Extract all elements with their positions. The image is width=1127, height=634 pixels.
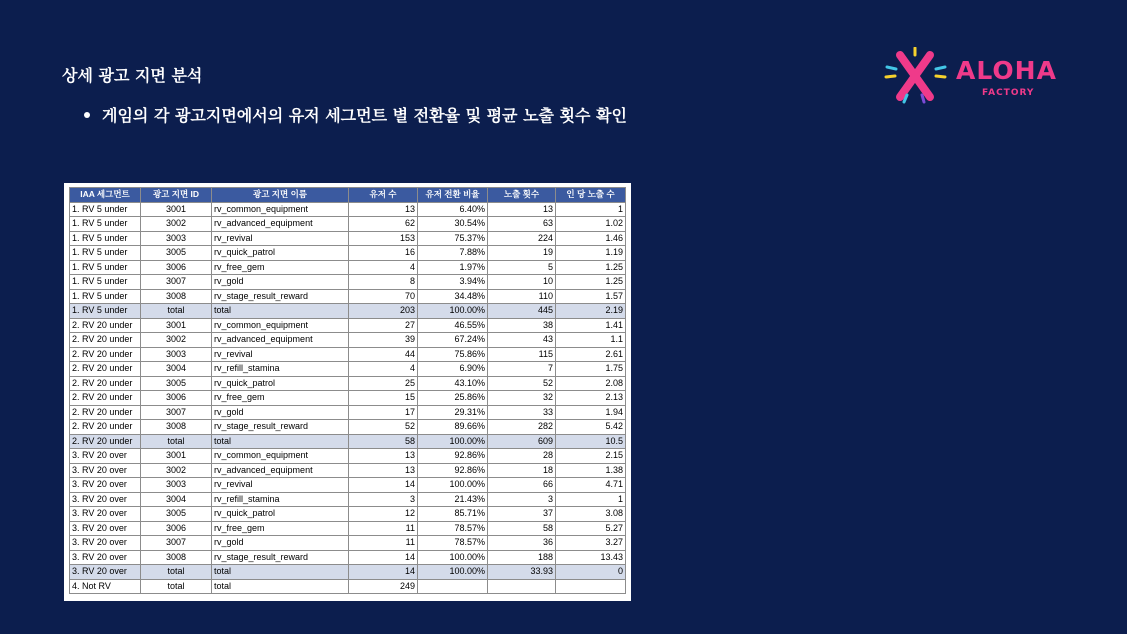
table-header-row	[70, 188, 626, 203]
cell-views-per-user: 3.27	[556, 536, 626, 551]
cell-segment: 1. RV 5 under	[70, 217, 141, 232]
cell-placement-name: rv_gold	[212, 536, 349, 551]
cell-placement-id: 3005	[141, 507, 212, 522]
cell-views: 18	[488, 463, 556, 478]
cell-segment: 4. Not RV	[70, 579, 141, 594]
cell-views-per-user: 13.43	[556, 550, 626, 565]
cell-conversion-ratio: 75.37%	[418, 231, 488, 246]
cell-segment: 1. RV 5 under	[70, 304, 141, 319]
cell-users: 14	[349, 565, 418, 580]
table-row	[70, 347, 626, 362]
cell-placement-name: rv_advanced_equipment	[212, 333, 349, 348]
cell-conversion-ratio: 6.90%	[418, 362, 488, 377]
table-row	[70, 231, 626, 246]
cell-users: 13	[349, 463, 418, 478]
cell-views-per-user: 2.61	[556, 347, 626, 362]
cell-views: 19	[488, 246, 556, 261]
cell-segment: 2. RV 20 under	[70, 376, 141, 391]
table-row	[70, 536, 626, 551]
column-header-conversion-ratio: 유저 전환 비율	[418, 188, 488, 203]
column-header-views: 노출 횟수	[488, 188, 556, 203]
cell-placement-id: 3006	[141, 521, 212, 536]
cell-segment: 2. RV 20 under	[70, 347, 141, 362]
column-header-placement-name: 광고 지면 이름	[212, 188, 349, 203]
cell-placement-name: rv_revival	[212, 347, 349, 362]
cell-segment: 3. RV 20 over	[70, 536, 141, 551]
cell-conversion-ratio: 6.40%	[418, 202, 488, 217]
cell-segment: 2. RV 20 under	[70, 391, 141, 406]
cell-segment: 1. RV 5 under	[70, 289, 141, 304]
cell-conversion-ratio: 85.71%	[418, 507, 488, 522]
cell-views-per-user: 2.15	[556, 449, 626, 464]
cell-placement-id: 3003	[141, 231, 212, 246]
cell-views: 282	[488, 420, 556, 435]
cell-conversion-ratio: 75.86%	[418, 347, 488, 362]
cell-views-per-user: 0	[556, 565, 626, 580]
cell-views-per-user: 1.02	[556, 217, 626, 232]
cell-views-per-user: 1.94	[556, 405, 626, 420]
cell-views: 188	[488, 550, 556, 565]
cell-views: 609	[488, 434, 556, 449]
cell-users: 17	[349, 405, 418, 420]
cell-users: 13	[349, 202, 418, 217]
cell-placement-id: 3007	[141, 405, 212, 420]
cell-views-per-user: 1.1	[556, 333, 626, 348]
cell-placement-id: 3003	[141, 478, 212, 493]
cell-placement-name: rv_stage_result_reward	[212, 420, 349, 435]
cell-users: 44	[349, 347, 418, 362]
table-row	[70, 507, 626, 522]
cell-conversion-ratio: 21.43%	[418, 492, 488, 507]
cell-placement-name: rv_quick_patrol	[212, 246, 349, 261]
cell-placement-name: rv_refill_stamina	[212, 362, 349, 377]
cell-views-per-user: 10.5	[556, 434, 626, 449]
cell-users: 13	[349, 449, 418, 464]
cell-placement-name: rv_free_gem	[212, 391, 349, 406]
table-row	[70, 246, 626, 261]
cell-segment: 2. RV 20 under	[70, 318, 141, 333]
cell-users: 58	[349, 434, 418, 449]
cell-users: 14	[349, 550, 418, 565]
cell-views: 33.93	[488, 565, 556, 580]
cell-views-per-user: 1.25	[556, 275, 626, 290]
cell-placement-name: rv_common_equipment	[212, 202, 349, 217]
table-row	[70, 420, 626, 435]
table-row	[70, 275, 626, 290]
cell-placement-id: 3001	[141, 202, 212, 217]
cell-placement-name: rv_stage_result_reward	[212, 550, 349, 565]
cell-users: 8	[349, 275, 418, 290]
cell-views: 28	[488, 449, 556, 464]
cell-conversion-ratio: 78.57%	[418, 521, 488, 536]
cell-conversion-ratio: 100.00%	[418, 434, 488, 449]
cell-conversion-ratio: 100.00%	[418, 565, 488, 580]
cell-conversion-ratio: 46.55%	[418, 318, 488, 333]
cell-placement-name: rv_revival	[212, 478, 349, 493]
cell-views: 37	[488, 507, 556, 522]
table-row	[70, 376, 626, 391]
cell-placement-id: total	[141, 579, 212, 594]
bullet-dot-icon	[84, 112, 90, 118]
cell-placement-id: total	[141, 565, 212, 580]
cell-views-per-user: 1.41	[556, 318, 626, 333]
cell-placement-name: rv_quick_patrol	[212, 376, 349, 391]
cell-segment: 1. RV 5 under	[70, 231, 141, 246]
cell-placement-id: 3006	[141, 260, 212, 275]
cell-views: 58	[488, 521, 556, 536]
table-row	[70, 217, 626, 232]
table-row	[70, 550, 626, 565]
cell-views: 7	[488, 362, 556, 377]
cell-placement-name: total	[212, 579, 349, 594]
bullet-text: 게임의 각 광고지면에서의 유저 세그먼트 별 전환율 및 평균 노출 횟수 확인	[102, 106, 627, 125]
cell-views: 110	[488, 289, 556, 304]
cell-placement-name: rv_gold	[212, 275, 349, 290]
cell-users: 25	[349, 376, 418, 391]
cell-placement-id: 3008	[141, 289, 212, 304]
cell-conversion-ratio: 30.54%	[418, 217, 488, 232]
cell-views-per-user: 1.19	[556, 246, 626, 261]
cell-conversion-ratio: 7.88%	[418, 246, 488, 261]
cell-placement-id: 3008	[141, 550, 212, 565]
cell-views: 10	[488, 275, 556, 290]
cell-users: 3	[349, 492, 418, 507]
cell-placement-id: total	[141, 434, 212, 449]
table-body	[70, 202, 626, 594]
cell-views-per-user: 4.71	[556, 478, 626, 493]
table-row	[70, 202, 626, 217]
cell-placement-name: total	[212, 565, 349, 580]
logo-wordmark: ALOHA	[956, 56, 1057, 85]
table-row	[70, 391, 626, 406]
cell-users: 12	[349, 507, 418, 522]
cell-views-per-user: 1.57	[556, 289, 626, 304]
cell-placement-id: 3004	[141, 362, 212, 377]
cell-segment: 1. RV 5 under	[70, 202, 141, 217]
cell-views	[488, 579, 556, 594]
table-row	[70, 492, 626, 507]
cell-placement-name: rv_advanced_equipment	[212, 463, 349, 478]
table-row	[70, 521, 626, 536]
cell-placement-name: rv_free_gem	[212, 521, 349, 536]
cell-segment: 3. RV 20 over	[70, 463, 141, 478]
cell-users: 39	[349, 333, 418, 348]
cell-placement-name: rv_quick_patrol	[212, 507, 349, 522]
cell-views: 63	[488, 217, 556, 232]
cell-users: 249	[349, 579, 418, 594]
cell-conversion-ratio: 100.00%	[418, 304, 488, 319]
cell-conversion-ratio: 29.31%	[418, 405, 488, 420]
cell-segment: 1. RV 5 under	[70, 260, 141, 275]
cell-views: 33	[488, 405, 556, 420]
cell-conversion-ratio: 43.10%	[418, 376, 488, 391]
bullet-item	[84, 103, 627, 126]
table-row	[70, 289, 626, 304]
table-row	[70, 463, 626, 478]
cell-views: 445	[488, 304, 556, 319]
cell-users: 70	[349, 289, 418, 304]
cell-views-per-user: 3.08	[556, 507, 626, 522]
cell-users: 27	[349, 318, 418, 333]
cell-placement-id: 3001	[141, 449, 212, 464]
cell-views: 3	[488, 492, 556, 507]
cell-segment: 3. RV 20 over	[70, 565, 141, 580]
table-row	[70, 449, 626, 464]
cell-views: 115	[488, 347, 556, 362]
cell-conversion-ratio: 1.97%	[418, 260, 488, 275]
cell-conversion-ratio: 100.00%	[418, 478, 488, 493]
cell-placement-id: 3002	[141, 217, 212, 232]
cell-views-per-user	[556, 579, 626, 594]
cell-segment: 3. RV 20 over	[70, 507, 141, 522]
cell-views-per-user: 1	[556, 492, 626, 507]
cell-placement-name: total	[212, 304, 349, 319]
cell-users: 153	[349, 231, 418, 246]
cell-placement-id: 3002	[141, 333, 212, 348]
cell-users: 15	[349, 391, 418, 406]
cell-views-per-user: 5.27	[556, 521, 626, 536]
cell-conversion-ratio: 67.24%	[418, 333, 488, 348]
cell-placement-name: rv_gold	[212, 405, 349, 420]
cell-conversion-ratio: 78.57%	[418, 536, 488, 551]
table-total-row	[70, 565, 626, 580]
cell-placement-name: total	[212, 434, 349, 449]
cell-views-per-user: 5.42	[556, 420, 626, 435]
cell-views: 5	[488, 260, 556, 275]
cell-segment: 2. RV 20 under	[70, 405, 141, 420]
cell-segment: 3. RV 20 over	[70, 550, 141, 565]
cell-placement-id: 3002	[141, 463, 212, 478]
table-row	[70, 318, 626, 333]
cell-conversion-ratio: 92.86%	[418, 463, 488, 478]
cell-placement-name: rv_stage_result_reward	[212, 289, 349, 304]
cell-conversion-ratio: 34.48%	[418, 289, 488, 304]
table-row	[70, 579, 626, 594]
table-row	[70, 405, 626, 420]
cell-placement-id: 3001	[141, 318, 212, 333]
cell-users: 203	[349, 304, 418, 319]
cell-placement-id: 3005	[141, 376, 212, 391]
cell-placement-name: rv_free_gem	[212, 260, 349, 275]
cell-segment: 2. RV 20 under	[70, 362, 141, 377]
table-row	[70, 333, 626, 348]
cell-views: 224	[488, 231, 556, 246]
cell-users: 4	[349, 362, 418, 377]
aloha-x-burst-icon	[884, 47, 948, 107]
cell-placement-name: rv_advanced_equipment	[212, 217, 349, 232]
cell-users: 11	[349, 536, 418, 551]
cell-conversion-ratio: 100.00%	[418, 550, 488, 565]
cell-views-per-user: 1.38	[556, 463, 626, 478]
table-panel	[64, 183, 631, 601]
cell-views-per-user: 1.46	[556, 231, 626, 246]
cell-views: 13	[488, 202, 556, 217]
cell-segment: 3. RV 20 over	[70, 449, 141, 464]
column-header-placement-id: 광고 지면 ID	[141, 188, 212, 203]
cell-views-per-user: 2.19	[556, 304, 626, 319]
cell-placement-name: rv_refill_stamina	[212, 492, 349, 507]
ad-placement-table	[69, 187, 626, 594]
cell-views: 36	[488, 536, 556, 551]
table-row	[70, 362, 626, 377]
cell-views-per-user: 1.75	[556, 362, 626, 377]
table-row	[70, 478, 626, 493]
cell-users: 4	[349, 260, 418, 275]
cell-conversion-ratio	[418, 579, 488, 594]
cell-users: 11	[349, 521, 418, 536]
cell-placement-id: 3006	[141, 391, 212, 406]
cell-users: 62	[349, 217, 418, 232]
cell-placement-id: 3003	[141, 347, 212, 362]
cell-placement-id: 3004	[141, 492, 212, 507]
cell-placement-name: rv_revival	[212, 231, 349, 246]
cell-users: 16	[349, 246, 418, 261]
table-total-row	[70, 434, 626, 449]
cell-views-per-user: 2.08	[556, 376, 626, 391]
cell-views-per-user: 1	[556, 202, 626, 217]
cell-conversion-ratio: 89.66%	[418, 420, 488, 435]
cell-views-per-user: 2.13	[556, 391, 626, 406]
cell-views: 38	[488, 318, 556, 333]
cell-segment: 3. RV 20 over	[70, 521, 141, 536]
cell-views: 66	[488, 478, 556, 493]
cell-segment: 1. RV 5 under	[70, 246, 141, 261]
slide-title: 상세 광고 지면 분석	[62, 66, 203, 85]
cell-views: 52	[488, 376, 556, 391]
column-header-users: 유저 수	[349, 188, 418, 203]
cell-users: 14	[349, 478, 418, 493]
cell-placement-id: 3005	[141, 246, 212, 261]
cell-views: 32	[488, 391, 556, 406]
cell-views: 43	[488, 333, 556, 348]
cell-placement-id: 3007	[141, 536, 212, 551]
cell-segment: 3. RV 20 over	[70, 492, 141, 507]
cell-conversion-ratio: 92.86%	[418, 449, 488, 464]
cell-segment: 3. RV 20 over	[70, 478, 141, 493]
table-total-row	[70, 304, 626, 319]
cell-segment: 2. RV 20 under	[70, 333, 141, 348]
cell-users: 52	[349, 420, 418, 435]
logo-subtitle: FACTORY	[982, 88, 1035, 98]
cell-segment: 2. RV 20 under	[70, 420, 141, 435]
column-header-segment: IAA 세그먼트	[70, 188, 141, 203]
column-header-views-per-user: 인 당 노출 수	[556, 188, 626, 203]
cell-placement-id: total	[141, 304, 212, 319]
table-row	[70, 260, 626, 275]
cell-placement-id: 3007	[141, 275, 212, 290]
cell-placement-name: rv_common_equipment	[212, 449, 349, 464]
cell-views-per-user: 1.25	[556, 260, 626, 275]
cell-conversion-ratio: 3.94%	[418, 275, 488, 290]
cell-placement-id: 3008	[141, 420, 212, 435]
cell-segment: 2. RV 20 under	[70, 434, 141, 449]
cell-segment: 1. RV 5 under	[70, 275, 141, 290]
aloha-factory-logo	[884, 47, 1064, 107]
cell-conversion-ratio: 25.86%	[418, 391, 488, 406]
cell-placement-name: rv_common_equipment	[212, 318, 349, 333]
